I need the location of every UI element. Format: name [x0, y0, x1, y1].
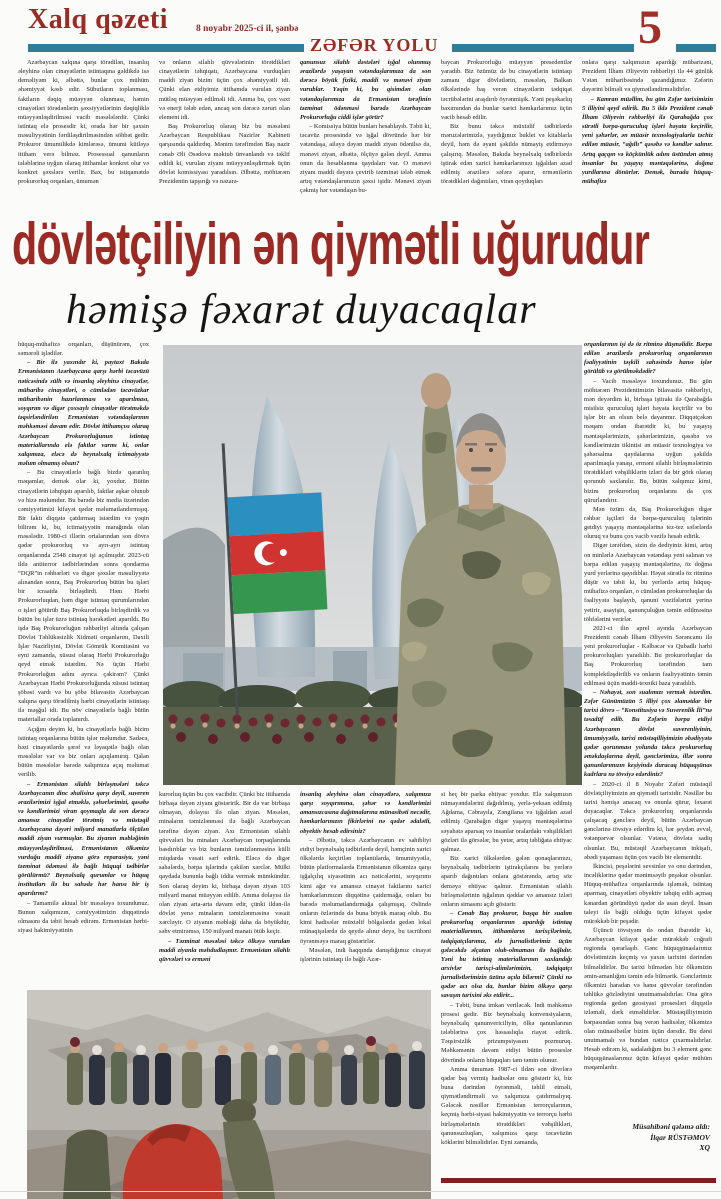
article-column-4	[441, 790, 572, 1170]
page-number: 5	[638, 1, 662, 54]
banner-bar-corner	[676, 44, 716, 52]
rubble-photo-graphic	[27, 990, 431, 1199]
article-paragraph: – Tamamilə aktual bir məsələyə toxundunuz. Bunun xalqımızın, cəmiyyətimizin diqqətində olmasını da təbii hesab edirəm. Ermənistan hərbi-siyasi hakimiyyətinin	[18, 899, 149, 934]
rubble-site-photo	[27, 990, 431, 1199]
section-title: ZƏFƏR YOLU	[310, 35, 439, 55]
top-column-5	[582, 58, 713, 212]
issue-date: 8 noyabr 2025-ci il, şənbə	[196, 24, 299, 34]
article-paragraph: – Ermənistan silahlı birləşmələri təkcə Azərbaycanın dinc əhalisinə qarşı deyil, suveren ərazilərimizi işğal etməklə, şəhərlərimizi, qəsəbə və kəndlərimizi viran qoymaqla da son dərəcə amansız cinayətlər törətmiş və müstəqil Azərbaycana dəyəri milyard manatlarla ölçülən maddi ziyan vurmuşlar. Bu ziyanın məbləğinin müəyyənləşdirilməsi, Ermənistanın ölkəmizə vurduğu maddi ziyana görə reparasiya, yəni təzminat ödəməsi ilə bağlı hüquqi tədbirlər görülürmü? Beynəlxalq qurumlar və hüquq institutları ilə bu sahədə hər hansı bir iş aparılırmı?	[18, 780, 149, 898]
article-paragraph: Biz bunu təkcə müxtəlif tədbirlərdə məruzələrimizlə, yaydığımız buklet və kitablarla deyil, həm də əyani şəkildə nümayiş etdirməyə çalışırıq. Məsələn, Bakıda beynəlxalq tədbirlərdə iştirak edən xarici həmkarlarımızı işğaldan azad edilmiş ərazilərə səfərə aparır, ermənilərin törətdikləri dağıntıları, viran qoyduqları	[441, 123, 572, 186]
article-paragraph: – Bu cinayətlərlə bağlı bizdə qaranlıq məqamlar, demək olar ki, yoxdur. Bütün cinayətlərin təhqiqatı aparılıb, faktlar aşkar olunub və bizə məlumdur. Bu barədə biz media üzərindən cəmiyyətimizi kifayət qədər məlumatlandırmışıq. Bir faktı diqqətə çatdırmaq istərdim və yəqin bilirəm ki, bu, ictimaiyyətin marağında olan məsələdir. 1980-ci illərin ortalarından son dövrə qədər prokurorluq və ayrı-ayrı istintaq orqanlarında 2548 cinayət işi açılmışdır. 2023-cü ildə antiterror tədbirlərindən sonra qondarma “DQR”in rəhbərləri və digər şəxslər məsuliyyətə alınandan sonra, Baş Prokurorluq bütün bu işləri bir icraatda birləşdirdi. Həm Hərbi Prokurorluqdan, həm digər istintaq qurumlarından o işləri götürüb Baş Prokurorluqda birləşdirdik və bütün bu işlər üzrə istintaq hərəkətləri aparıldı. Bu işdə Baş Prokurorluğun rəhbərliyi altında çalışan Dövlət Təhlükəsizlik Xidməti orqanlarını, Daxili İşlər Nazirliyini, Dövlət Gömrük Komitəsini və eyni zamanda, xüsusi olaraq Hərbi Prokurorluğu qeyd etmək istərdim. Nə üçün Hərbi Prokurorluğun adını ayrıca çəkirəm? Çünki Azərbaycan Hərbi Prokurorluğunda xüsusi istintaq şöbəsi vardı və bu şöbə bilavasitə Azərbaycan xalqına qarşı törədilmiş hərbi cinayətlərin istintaqı ilə məşğul idi. Bu növ cinayətlərlə bağlı bütün materiallar orada toplanırdı.	[18, 469, 149, 724]
signature-org: XQ	[699, 1143, 710, 1152]
banner-bar-right	[452, 44, 634, 52]
headline-sub: həmişə fəxarət duyacaqlar	[66, 287, 537, 333]
article-paragraph: – Təzminat məsələsi təkcə ölkəyə vurulan maddi ziyanla məhdudlaşmır. Ermənistan silahlı qüvvələri və erməni	[159, 937, 290, 963]
top-column-1	[18, 58, 149, 212]
article-paragraph: – 2020-ci il 8 Noyabr Zəfəri müstəqil dövlətçiliyimizin ən qiymətli tarixidir. Nəsillər bu tarixi həmişə anacaq və onunla qürur, fəxarət duyacaqlar. Təkcə prokurorluq orqanlarında çalışacaq gənclərə deyil, bütün Azərbaycan gənclərinə tövsiyə edərdim ki, hər şeydən əvvəl, vətənpərvər olsunlar. Vətənə, dövlətə sadiq olsunlar. Bu, müstəqil Azərbaycanın inkişafı, əbədi yaşaması üçün çox vacib bir elementdir.	[584, 780, 712, 861]
article-paragraph: qanunsuz silahlı dəstələri işğal olunmuş ərazilərdə yaşayan vətəndaşlarımıza da son dərəcə böyük fiziki, maddi və mənəvi ziyan vurublar. Yəqin ki, bu qisimdən olan vətəndaşlarımıza da Ermənistan tərəfinin təzminat ödənməsi barədə Azərbaycan Prokurorluğu ciddi işlər görür?	[300, 59, 431, 121]
top-column-4	[441, 58, 572, 212]
article-column-3	[300, 790, 431, 986]
top-column-3	[300, 58, 431, 212]
headline-main: dövlətçiliyin ən qiymətli uğurudur	[12, 211, 650, 277]
article-paragraph: – Təbii, buna imkan veriləcək. İndi məhkəmə prosesi gedir. Biz beynəlxalq konvensiyaların, beynəlxalq qanunvericiliyin, ölkə qanunlarının tələblərinə çox həssaslıqla riayət edirik. Təqsirsizlik prizumpsiyasını pozmuruq. Məhkəmənin davam etdiyi bütün proseslər dövründə onların hüquqları tam təmin olunur.	[441, 1001, 572, 1064]
article-paragraph: – Bir ilə yaxındır ki, paytaxt Bakıda Ermənistanın Azərbaycana qarşı hərbi təcavüzü nəticəsində sülh və insanlıq əleyhinə cinayətlər, müharibə cinayətləri, o cümlədən təcavüzkar müharibənin hazırlanması və aparılması, soyqırım və digər çoxsaylı cinayətlər törətməkdə təqsirləndirilən Ermənistan vətəndaşlarının məhkəməsi davam edir. Dövlət ittihamçısı olaraq Azərbaycan Prokurorluğunun istintaq materiallarında elə faktlar varmı ki, onlar xalqımıza, eləcə də beynəlxalq ictimaiyyətə məlum olmamış olsun?	[18, 359, 149, 468]
article-paragraph: Baş Prokurorluq olaraq biz bu məsələni Azərbaycan Respublikası Nazirlər Kabineti qarşısında qaldırdıq. Mənim tərəfimdən Baş nazir cənab Əli Əsədova məktub ünvanlandı və təklif edildi ki, vurulan ziyanı müəyyənləşdirmək üçün dövlət komissiyası yaradılsın. Əlbəttə, möhtərəm Prezidentin tapşırığı və nəzarə-	[159, 123, 290, 186]
article-paragraph: Məsələn, indi haqqında danışdığımız cinayət işlərinin istintaqı ilə bağlı Azər-	[300, 946, 431, 963]
article-paragraph: 2021-ci ilin aprel ayında Azərbaycan Prezidenti cənab İlham Əliyevin Sərəncamı ilə yeni prokurorluqlar - Kəlbəcər və Qubadlı hərbi prokurorluqları yaradılıb. Bu prokurorluqlar da Baş Prokurorluq tərəfindən tam komplektləşdirilib və onların fəaliyyətinin təmin edilməsi üçün maddi-texniki baza yaradılıb.	[584, 624, 712, 687]
article-paragraph: – Kamran müəllim, bu gün Zəfər tariximizin 5 illiyini qeyd edirik. Bu 5 ildə Prezident cənab İlham Əliyevin rəhbərliyi ilə Qarabağda çox sürətli bərpa-quruculuq işləri həyata keçirilir, yeni şəhərlər, ən müasir texnologiyalarla təchiz edilən müasir, “ağıllı” qəsəbə və kəndlər salınır. Artıq qaçqın və köçkünlük adını üstündən atmış insanlar bu yaşayış məntəqələrinə, doğma yurdlarına dönürlər. Demək, burada hüquq-mühafizə	[582, 95, 713, 186]
article-paragraph: Biz xarici ölkələrdən gələn qonaqlarımızı, beynəlxalq tədbirlərin iştirakçılarını bu yerlərə aparıb dağıntıları onlara göstərəndə, artıq söz deməyə ehtiyac qalmır. Ermənistan silahlı birləşmələrinin işğalının qəddar və amansız izləri onların simasını açıb göstərir.	[441, 855, 572, 908]
article-paragraph: insanlıq əleyhinə olan cinayətlərə, xalqımıza qarşı soyqırımına, şəhər və kəndlərimizi amansızcasına dağıtmalarına münasibəti necədir, həmkarlarınızın fikirlərini nə qədər ədalətli, obyektiv hesab edirsiniz?	[300, 791, 431, 835]
article-paragraph: Amma ümumən 1987-ci ildən son dövrlərə qədər baş vermiş hadisələr onu göstərir ki, biz buna dərindən öyrənməli, təhlil etməli, qiymətləndirməli və xalqımıza çatdırmalıyıq. Gələcək nəsillər Ermənistan terrorçularının, keçmiş hərbi-siyasi hakimiyyətin və terrorçu hərbi birləşmələrinin törətdikləri vəhşilikləri, qanunsuzluqları, xalqımıza qarşı təcavüzün köklərini bilməlidirlər. Eyni zamanda,	[441, 1065, 572, 1146]
article-paragraph: baycan Prokurorluğu müəyyən presedentlər yaradıb. Biz özümüz də bu cinayətlərin istintaqı zamanı digər dövlətlərin, məsələn, Balkan ölkələrində baş verən cinayətlərin tədqiqat təcrübələrini araşdırıb öyrənmişik. Yəni peşəkarlıq baxımından da bunlar xarici həmkarlarımız üçün vacib hesab edilir.	[441, 59, 572, 121]
article-paragraph: orqanlarının işi də öz ritminə düşməlidir. Bərpa edilən ərazilərdə prokurorluq orqanlarının fəaliyyətinin təşkili sahəsində hansı işlər görülüb və görülməkdədir?	[584, 341, 712, 376]
article-paragraph: Azərbaycan xalqına qarşı törədilən, insanlıq əleyhinə olan cinayətlərin istintaqına gəldikdə isə deməliyəm ki, əlbəttə, bunlar çox mühüm əhəmiyyət kəsb edir. Sübutların toplanması, faktların dəqiq müəyyən olunması, həmin cinayətləri törədənlərin şəxsiyyətlərinin dəqiqliklə müəyyənləşdirilməsi vacib məsələlərdir. Çünki istintaq elə prosesdir ki, orada hər bir şəxsin məsuliyyətinin fərdiləşdirilməsindən söhbət gedir. Prokuror ümumilikdə kimlərəsə, ümumi kütləyə ittiham verə bilməz. Prosessual qanunların tələblərinə uyğun olaraq ittihamlar konkret olur və konkret şəxslərə verilir. Bax, bu istiqamətdə prokurorluq orqanları, ümumən	[18, 59, 149, 186]
article-paragraph: Mən özüm də, Baş Prokurorluğun digər rəhbər işçiləri də bərpa-quruculuq işlərinin getdiyi yaşayış məntəqələrinə tez-tez səfərlərdə oluruq və bunu çox vacib vəzifə hesab edirik.	[584, 505, 712, 541]
banner-bar-left	[28, 44, 304, 52]
article-paragraph: onlara qarşı xalqımızın apardığı mübarizəni, Prezident İlham Əliyevin rəhbərliyi ilə 44 günlük Vətən müharibəsində qazandığımız Zəfərin dəyərini bilməli və qiymətləndirməlidirlər.	[582, 59, 713, 94]
article-paragraph: – Nəhayət, son sualımızı vermək istərdim. Zəfər Günümüzün 5 illiyi çox əlamətdar bir tarixi dövrə – “Konstitusiya və Suverenlik İli”nə təsadüf edib. Bu Zəfərin bərpa etdiyi Azərbaycanın dövlət suverenliyinin, ümumiyyətlə, tarixi müstəqilliyimizin əbədiyyətə qədər qorunması yolunda təkcə prokurorluq əməkdaşlarına deyil, gənclərimizə, illər sonra qanunlarımızın keşiyində duracaq hüquqşünas kadrlara nə tövsiyə edərdiniz?	[584, 688, 712, 779]
article-paragraph: – Əlbəttə, təkcə Azərbaycanın ev sahibliyi etdiyi beynəlxalq tədbirlərdə deyil, həmçinin xarici ölkələrdə keçirilən toplantılarda, ümumiyyətlə, bütün platformalarda Ermənistanın ölkəmizə qarşı işğalçılıq siyasətinin acı nəticələrini, soyqırımı kimi ağır və amansız cinayət faktlarını xarici həmkarlarımızın diqqətinə çatdırmağa, onları bu barədə məlumatlandırmağa çalışmışıq. Əslində onların özlərində də buna böyük maraq olub. Bu kimi hadisələr müxtəlif bölgələrdə gedən lokal münaqişələrdə də qeydə alınır deyə, bu təcrübəni öyrənməyə maraq göstərirlər.	[300, 836, 431, 945]
article-paragraph: və onların silahlı qüvvələrinin törətdikləri cinayətlərin təhqiqatı, Azərbaycana vurduqları maddi ziyan bizim üçün çox əhəmiyyətli idi. Çünki elan etdiyimiz ittihamda vurulan ziyan mütləq müəyyən edilməli idi. Amma bu, çox vaxt və enerji tələb edən, ancaq son dərəcə zəruri olan element idi.	[159, 59, 290, 121]
president-face	[456, 429, 506, 485]
article-paragraph: Üçüncü tövsiyəm də ondan ibarətdir ki, Azərbaycan kifayət qədər mürəkkəb coğrafi regionda qərarlaşıb. Gənc hüquqşünaslarımız dövlətimizin keçmiş və yaxın tarixini dərindən bilməlidirlər. Bu tarixi bilmədən biz ölkəmizin əmin-amanlığını təmin edə bilmərik. Gənclərimiz ölkəmizi haradan və hansı qüvvələr tərəfindən təhlükə gözlədiyini unutmamalıdırlar. Ona görə regionda gedən geosiyasi prosesləri diqqətlə izləməli, dərk etməlidirlər. Müstəqilliyimizin bərpasından sonra baş verən hadisələr, ölkəmizə olan münasibətlər bizim üçün dərsdir. Bu dərsi unutmamalı və bundan nəticə çıxarmalıdırlar. Hesab edirəm ki, sadaladığım bu 3 element gənc hüquqşünaslarımız üçün kifayət qədər mühüm məqamlardır.	[584, 927, 712, 1072]
article-paragraph: Açığını deyim ki, bu cinayətlərlə bağlı bizim istintaq orqanlarına bütün işlər məlumdur. Sadəcə, bəzi cinayətlərdə şərəf və ləyaqətlə bağlı olan məsələlər var və biz onları açıqlamırıq. Qalan bütün məsələlər barədə xalqımıza açıq məlumat verilib.	[18, 725, 149, 779]
delegation-figures	[67, 1036, 425, 1109]
bottom-rule	[441, 1178, 716, 1183]
signature-author: İlqar RÜSTƏMOV	[650, 1132, 710, 1142]
raised-fist	[421, 373, 451, 409]
signature-prefix: Müsahibəni qələmə aldı:	[632, 1122, 710, 1131]
top-column-2	[159, 58, 290, 212]
article-paragraph: – Cənab Baş prokuror, başqa bir sualım prokurorluq orqanlarının apardığı istintaq materiallarının, ittihamların tarixçilərimiz, tədqiqatçılarımız, elə jurnalistlərimiz üçün gələcəkdə əlçatan olub-olmaması ilə bağlıdır. Yəni bu istintaq materiallarının saxlandığı arxivlər tarixçi-alimlərimizin, tədqiqatçı jurnalistlərimizin üzünə açıla bilərmi? Çünki nə qədər acı olsa da, bunlar bizim ölkəyə qarşı savaşın tarixini əks etdirir...	[441, 910, 572, 1000]
newspaper-title: Xalq qəzeti	[28, 4, 169, 35]
page-edge-line	[0, 1191, 721, 1192]
article-column-5	[584, 340, 712, 1120]
article-paragraph: hüquq-mühafizə orqanları, düşünürəm, çox səmərəli işlədilər.	[18, 341, 149, 358]
parade-photo-graphic	[163, 345, 582, 785]
article-paragraph: – Vacib məsələyə toxundunuz. Bu gün möhtərəm Prezidentimizin bilavasitə rəhbərliyi, mən deyərdim ki, birbaşa iştirakı ilə Qarabağda misilsiz quruculuq işləri həyata keçirilir və bu işlər bir an olsun belə dayanmır. Diqqətçəkən məqam ondan ibarətdir ki, bu yaşayış məntəqələrimizin, şəhərlərimizin, qəsəbə və kəndlərimizin tikintisi ən müasir texnologiya və şəhərsalma qaydalarına uyğun şəkildə aparılmaqla yanaşı, erməni silahlı birləşmələrinin törətdikləri vəhşiliklərin izləri də bir görk olaraq qorunub saxlanılır. Bu, bütün xalqımız kimi, bizim prokurorluq orqanlarını da çox qürurlandırır.	[584, 377, 712, 504]
article-column-2	[159, 790, 290, 986]
article-paragraph: – Komissiya bütün bunları hesablayıb. Təbii ki, təcavüz prosesində və işğal dövründə hər bir vətəndaşa, ailəyə dəyən maddi ziyan ödənilsə də, mənəvi ziyan, əlbəttə, ölçüyə gələn deyil. Amma onun da hesablanma qaydaları var. O mənəvi ziyanı maddi dəyərə çevirib təzminat tələb etmək artıq vətəndaşlarımızın şəxsi işidir. Mənəvi ziyan çəkmiş hər vətəndaşın bu-	[300, 123, 431, 195]
article-paragraph: kurorluq üçün bu çox vacibdir. Çünki biz ittihamda birbaşa dəyən ziyanı göstəririk. Bir də var birbaşa olmayan, dolayısı ilə olan ziyan. Məsələn, minaların təmizlənməsi ilə bağlı Azərbaycan tərəfinə dəyən ziyan. Axı Ermənistan silahlı qüvvələri bu minaları Azərbaycan torpaqlarında basdırıblar və biz bunların təmizlənməsinə külli miqdarda vəsait sərf edirik. Eləcə də digər sahələrdə, bərpa işlərində çəkilən xərclər. Mülki qaydada bununla bağlı iddia vermək mümkündür. Son olaraq deyim ki, birbaşa dəyən ziyan 103 milyard manat müəyyən edilib. Amma dolayısı ilə olan ziyan arta-arta davam edir, çünki ildən-ilə dövlət yenə minaların təmizlənməsinə vəsait xərcləyir. O ziyanın məbləği daha da böyükdür, səhv etmirəmsə, 150 milyard manatı ötüb keçir.	[159, 791, 290, 936]
victory-parade-photo	[163, 345, 582, 785]
signature-block	[584, 1122, 720, 1154]
article-column-1	[18, 340, 149, 986]
article-paragraph: Digər tərəfdən, sizin də dediyiniz kimi, artıq on minlərlə Azərbaycan vətəndaşı yeni salınan və bərpa edilən yaşayış məntəqələrinə, öz doğma yurd yerlərinə qayıdıblar. Həyat sürətlə öz ritminə düşür və təbii ki, bu yerlərdə artıq hüquq-mühafizə orqanları, o cümlədən prokurorluqlar da fəaliyyətə başlayıb, qanuni vəzifələrini yerinə yetirir, asayişin, qanunçuluğun təmin edilməsinə töhfələrini verirlər.	[584, 542, 712, 623]
article-paragraph: si heç bir parka ehtiyac yoxdur. Elə xalqımızın nümayəndələrini dağıdılmış, yerlə-yeksan edilmiş Ağdama, Cəbrayıla, Zəngilana və işğaldan azad edilmiş Qarabağın digər yaşayış məntəqələrinə səyahətə aparsaq və insanlar oralardakı vəhşilikləri gözləri ilə görsələr, bu yetər, artıq təbliğata ehtiyac qalmaz.	[441, 791, 572, 853]
article-paragraph: İkincisi, peşələrini sevsinlər və onu dərindən, incəliklərinə qədər mənimsəyib peşəkar olsunlar. Hüquq-mühafizə orqanlarında işləmək, istintaq aparmaq, cinayətləri obyektiv təhqiq edib açmaq kənardan göründüyü qədər də asan deyil. İnsan taleyi ilə bağlı olduğu üçün kifayət qədər mürəkkəb bir peşədir.	[584, 862, 712, 925]
